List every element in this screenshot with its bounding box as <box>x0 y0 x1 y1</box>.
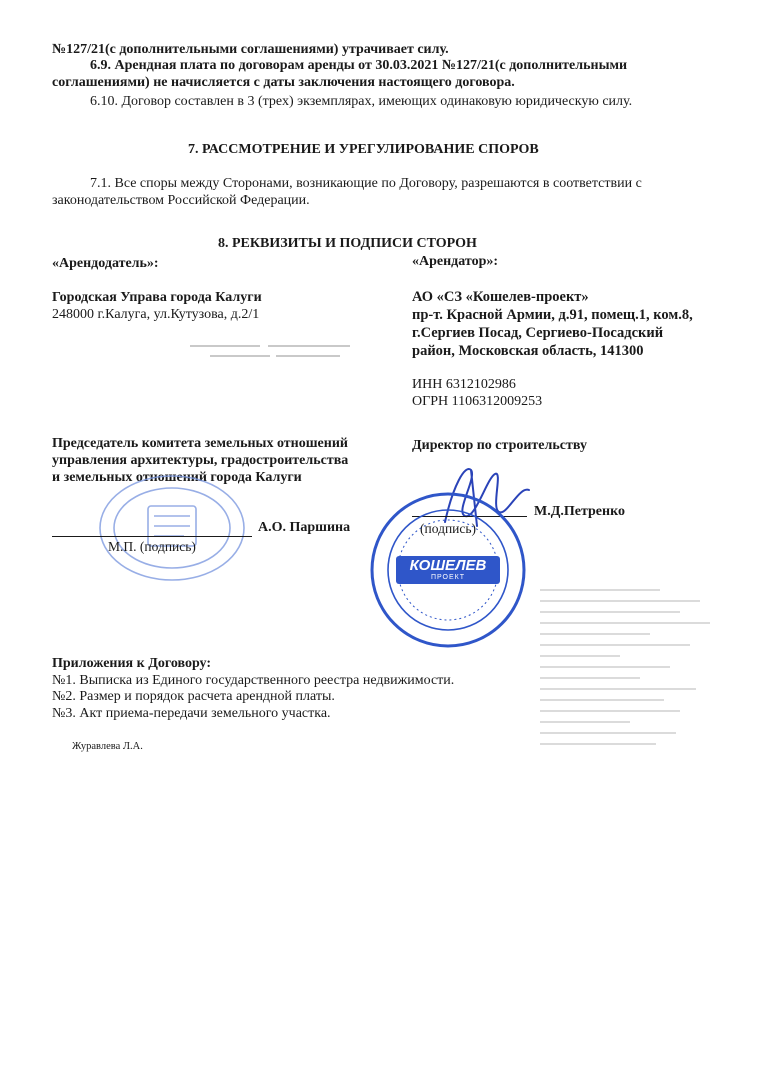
lessee-name: АО «СЗ «Кошелев-проект» <box>412 289 589 305</box>
lessor-signer-name: А.О. Паршина <box>258 520 351 535</box>
clause-6-9-line1: 6.9. Арендная плата по договорам аренды от 30.03.2021 №127/21(с дополнительными <box>90 58 628 73</box>
clause-6-9-line2: соглашениями) не начисляется с даты заключения настоящего договора. <box>52 75 515 90</box>
clause-7-1-line1: 7.1. Все споры между Сторонами, возникающие по Договору, разрешаются в соответствии с <box>90 176 642 191</box>
lessor-name: Городская Управа города Калуги <box>52 290 262 305</box>
lessee-signer-name: М.Д.Петренко <box>534 504 625 519</box>
lessor-position-line3: и земельных отношений города Калуги <box>52 470 302 485</box>
executor-name: Журавлева Л.А. <box>72 741 143 752</box>
appendix-item: №1. Выписка из Единого государственного реестра недвижимости. <box>52 673 455 688</box>
clause-7-1-line2: законодательством Российской Федерации. <box>52 193 310 208</box>
lessee-position: Директор по строительству <box>412 438 587 453</box>
lessee-address-line1: пр-т. Красной Армии, д.91, помещ.1, ком.8, <box>412 307 693 323</box>
lessee-inn: ИНН 6312102986 <box>412 377 516 392</box>
lessee-label: «Арендатор»: <box>412 254 499 269</box>
bleed-through <box>540 580 740 940</box>
section-7-heading: 7. РАССМОТРЕНИЕ И УРЕГУЛИРОВАНИЕ СПОРОВ <box>188 142 539 157</box>
appendix-item: №3. Акт приема-передачи земельного участка. <box>52 706 331 721</box>
lessee-address-line3: район, Московская область, 141300 <box>412 343 644 359</box>
stamp-brand: КОШЕЛЕВ <box>409 557 487 574</box>
lessor-address: 248000 г.Калуга, ул.Кутузова, д.2/1 <box>52 307 260 322</box>
lessor-label: «Арендодатель»: <box>52 256 159 271</box>
appendix-title: Приложения к Договору: <box>52 656 212 671</box>
lessor-position-line1: Председатель комитета земельных отношений <box>52 436 348 451</box>
lessor-position-line2: управления архитектуры, градостроительства <box>52 453 349 468</box>
clause-continuation: №127/21(с дополнительными соглашениями) утрачивает силу. <box>52 42 449 57</box>
lessor-sign-caption: М.П. (подпись) <box>108 539 196 554</box>
stamp-brand-sub: ПРОЕКТ <box>430 574 465 581</box>
lessor-signature-line <box>52 536 252 537</box>
lessee-address-line2: г.Сергиев Посад, Сергиево-Посадский <box>412 325 664 341</box>
lessee-ogrn: ОГРН 1106312009253 <box>412 394 543 409</box>
section-8-heading: 8. РЕКВИЗИТЫ И ПОДПИСИ СТОРОН <box>218 236 477 251</box>
lessee-sign-caption: (подпись) <box>420 521 477 536</box>
clause-6-10: 6.10. Договор составлен в 3 (трех) экземплярах, имеющих одинаковую юридическую силу. <box>90 94 633 109</box>
faint-marks <box>150 332 380 372</box>
lessee-company-stamp <box>368 490 528 650</box>
lessor-stamp <box>92 470 252 590</box>
appendix-item: №2. Размер и порядок расчета арендной платы. <box>52 689 335 704</box>
